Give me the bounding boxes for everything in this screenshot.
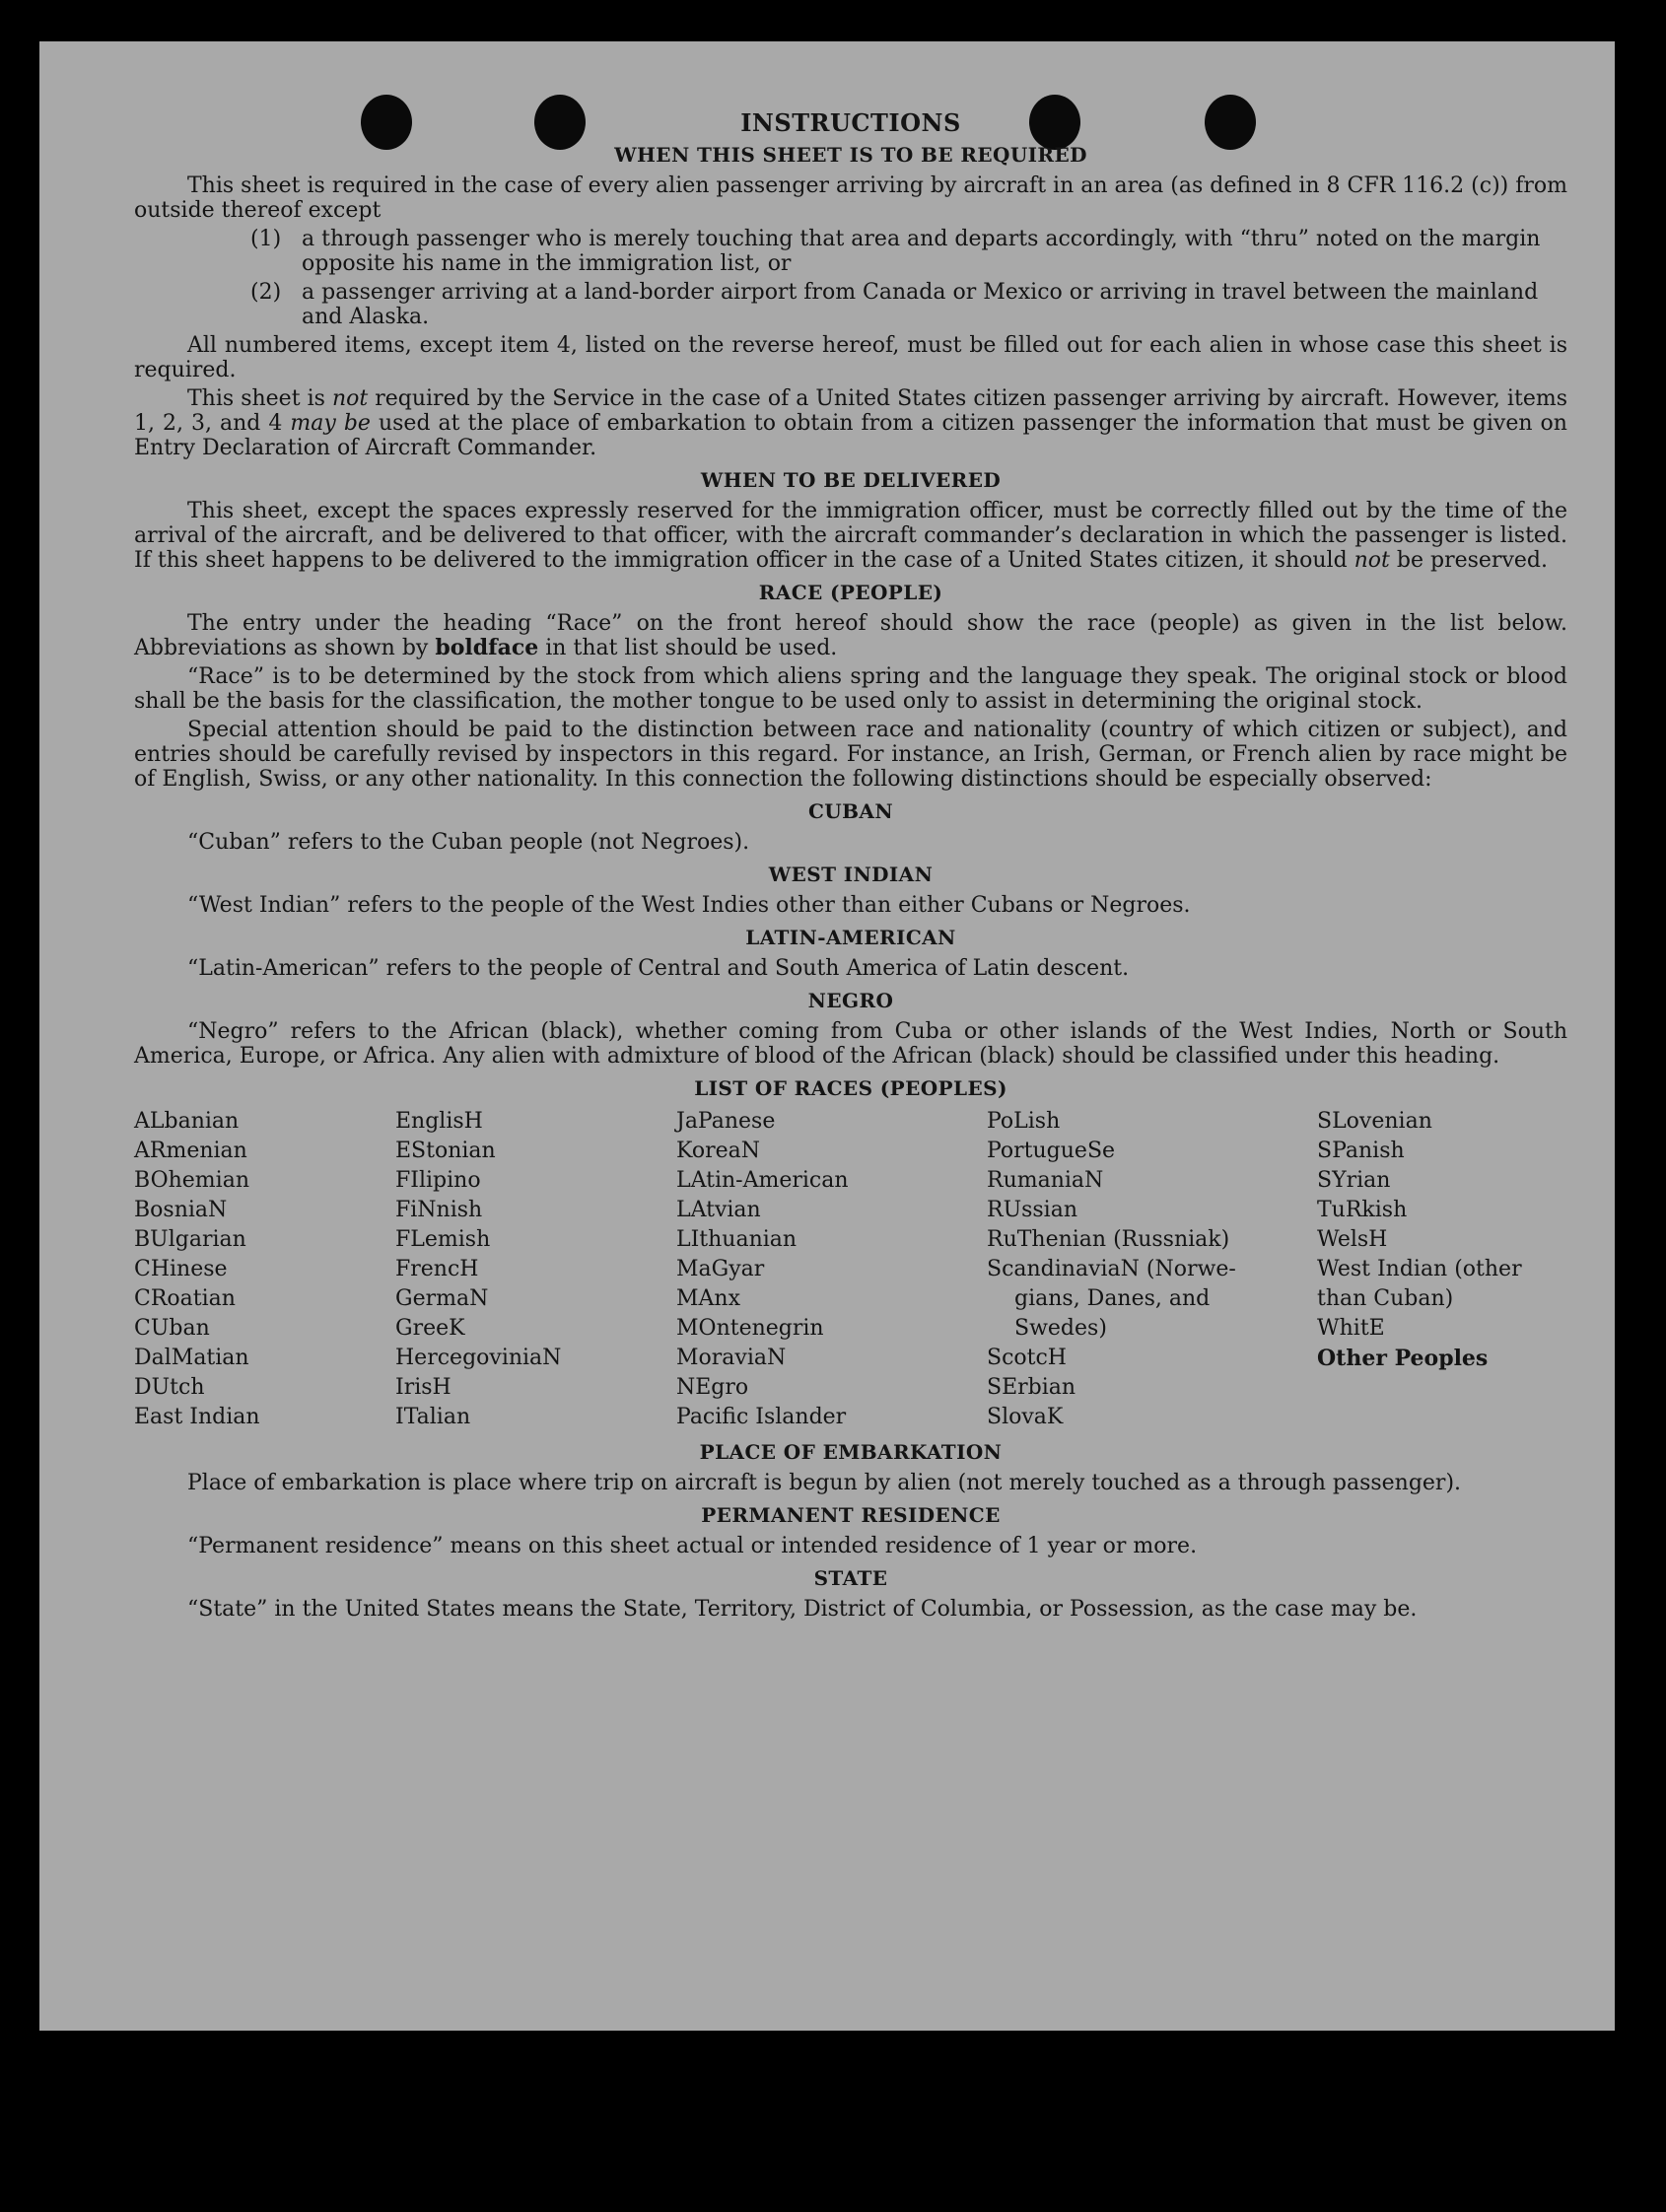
paragraph: “Race” is to be determined by the stock from which aliens spring and the language they speak. The original stock or blood shall be the basis for the classification, the mother tongue to be used only to assist in determining the original stock. bbox=[134, 664, 1567, 714]
race-entry: HercegoviniaN bbox=[395, 1346, 562, 1370]
paragraph: Place of embarkation is place where trip on aircraft is begun by alien (not merely touched as a through passenger). bbox=[187, 1471, 1462, 1495]
race-entry: BOhemian bbox=[134, 1168, 249, 1193]
emphasis: not bbox=[1354, 548, 1390, 573]
race-entry: East Indian bbox=[134, 1405, 260, 1429]
race-entry: CRoatian bbox=[134, 1286, 236, 1311]
race-entry: MOntenegrin bbox=[676, 1316, 824, 1341]
text-run: required by the Service in the case of a United States citizen passenger arriving by aircraft. However, items 1, 2, 3, and 4 bbox=[134, 386, 1567, 436]
emphasis: may be bbox=[290, 411, 371, 436]
race-entry: LAtvian bbox=[676, 1198, 761, 1222]
paragraph bbox=[134, 386, 1567, 460]
section-heading: WEST INDIAN bbox=[768, 863, 934, 886]
section-heading: NEGRO bbox=[807, 989, 894, 1012]
race-entry: SYrian bbox=[1317, 1168, 1391, 1193]
race-entry: SPanish bbox=[1317, 1139, 1405, 1163]
text-run: used at the place of embarkation to obtain from a citizen passenger the information that must be given on Entry Declaration of Aircraft Commander. bbox=[134, 411, 1567, 460]
race-entry: MoraviaN bbox=[676, 1346, 787, 1370]
race-entry: DUtch bbox=[134, 1375, 205, 1400]
text-run: This sheet, except the spaces expressly reserved for the immigration officer, must be correctly filled out by the time of the arrival of the aircraft, and be delivered to that officer, with the aircraft commander’s declaration in which the passenger is listed. If this sheet happens to be delivered to the immigration officer in the case of a United States citizen, it should bbox=[134, 499, 1567, 573]
race-entry: SLovenian bbox=[1317, 1109, 1432, 1134]
section-heading: WHEN TO BE DELIVERED bbox=[700, 468, 1002, 492]
section-heading: LATIN-AMERICAN bbox=[745, 926, 956, 949]
item-number: (2) bbox=[250, 280, 282, 305]
race-entry: RUssian bbox=[987, 1198, 1078, 1222]
races-column bbox=[1317, 1107, 1567, 1432]
text-run: be preserved. bbox=[1389, 548, 1548, 573]
race-entry: MaGyar bbox=[676, 1257, 765, 1281]
section-heading: RACE (PEOPLE) bbox=[758, 581, 943, 604]
paragraph: “State” in the United States means the State, Territory, District of Columbia, or Possession, as the case may be. bbox=[187, 1597, 1418, 1622]
race-entry: West Indian (other bbox=[1317, 1257, 1522, 1281]
paragraph: “West Indian” refers to the people of the West Indies other than either Cubans or Negroes. bbox=[187, 893, 1191, 918]
race-entry: CUban bbox=[134, 1316, 210, 1341]
race-entry: Swedes) bbox=[1014, 1316, 1107, 1341]
race-entry: ITalian bbox=[395, 1405, 471, 1429]
race-entry: LIthuanian bbox=[676, 1227, 798, 1252]
race-entry: ScotcH bbox=[987, 1346, 1067, 1370]
race-entry: KoreaN bbox=[676, 1139, 760, 1163]
race-entry: TuRkish bbox=[1317, 1198, 1408, 1222]
paragraph: This sheet is required in the case of every alien passenger arriving by aircraft in an area (as defined in 8 CFR 116.2 (c)) from outside thereof except bbox=[134, 173, 1567, 223]
bold-text: boldface bbox=[435, 635, 539, 660]
section-heading: PERMANENT RESIDENCE bbox=[701, 1503, 1001, 1527]
paragraph: Special attention should be paid to the distinction between race and nationality (country of which citizen or subject), and entries should be carefully revised by inspectors in this regard. For instance, an Irish, German, or French alien by race might be of English, Swiss, or any other nationality. In this connection the following distinctions should be especially observed: bbox=[134, 718, 1567, 792]
race-entry: MAnx bbox=[676, 1286, 740, 1311]
document-sheet bbox=[39, 41, 1615, 2031]
instructions-content bbox=[134, 110, 1567, 1625]
races-column bbox=[395, 1107, 642, 1432]
paragraph: “Permanent residence” means on this sheet actual or intended residence of 1 year or more. bbox=[187, 1534, 1198, 1558]
race-entry: EStonian bbox=[395, 1139, 496, 1163]
race-entry: FiNnish bbox=[395, 1198, 483, 1222]
race-entry: Other Peoples bbox=[1317, 1346, 1489, 1371]
race-entry: FLemish bbox=[395, 1227, 491, 1252]
race-entry: BosniaN bbox=[134, 1198, 228, 1222]
list-item bbox=[134, 227, 1567, 276]
races-table bbox=[134, 1107, 1567, 1432]
race-entry: PortugueSe bbox=[987, 1139, 1116, 1163]
race-entry: than Cuban) bbox=[1317, 1286, 1454, 1311]
race-entry: BUlgarian bbox=[134, 1227, 246, 1252]
section-heading: WHEN THIS SHEET IS TO BE REQUIRED bbox=[614, 143, 1087, 167]
race-entry: WelsH bbox=[1317, 1227, 1388, 1252]
race-entry: LAtin-American bbox=[676, 1168, 849, 1193]
section-heading: CUBAN bbox=[807, 799, 894, 823]
race-entry: ALbanian bbox=[134, 1109, 240, 1134]
paragraph: All numbered items, except item 4, listed on the reverse hereof, must be filled out for each alien in whose case this sheet is required. bbox=[134, 333, 1567, 382]
text-run: This sheet is bbox=[187, 386, 332, 411]
race-entry: RuThenian (Russniak) bbox=[987, 1227, 1230, 1252]
races-column bbox=[134, 1107, 361, 1432]
races-column bbox=[987, 1107, 1283, 1432]
race-entry: Pacific Islander bbox=[676, 1405, 847, 1429]
race-entry: EnglisH bbox=[395, 1109, 483, 1134]
race-entry: JaPanese bbox=[676, 1109, 776, 1134]
race-entry: NEgro bbox=[676, 1375, 749, 1400]
section-heading: LIST OF RACES (PEOPLES) bbox=[694, 1076, 1007, 1100]
race-entry: ScandinaviaN (Norwe- bbox=[987, 1257, 1236, 1281]
race-entry: gians, Danes, and bbox=[1014, 1286, 1211, 1311]
race-entry: FrencH bbox=[395, 1257, 479, 1281]
emphasis: not bbox=[331, 386, 369, 411]
exception-list bbox=[134, 227, 1567, 329]
paragraph: “Cuban” refers to the Cuban people (not Negroes). bbox=[187, 830, 750, 855]
page-title: INSTRUCTIONS bbox=[740, 108, 961, 137]
race-entry: SErbian bbox=[987, 1375, 1076, 1400]
paragraph: “Negro” refers to the African (black), whether coming from Cuba or other islands of the West Indies, North or South America, Europe, or Africa. Any alien with admixture of blood of the African (black) should be classified under this heading. bbox=[134, 1019, 1567, 1069]
section-heading: PLACE OF EMBARKATION bbox=[699, 1440, 1003, 1464]
races-column bbox=[676, 1107, 952, 1432]
list-item bbox=[134, 280, 1567, 329]
item-text: a through passenger who is merely touching that area and departs accordingly, with “thru” noted on the margin opposite his name in the immigration list, or bbox=[302, 227, 1541, 276]
section-heading: STATE bbox=[813, 1566, 888, 1590]
race-entry: RumaniaN bbox=[987, 1168, 1104, 1193]
race-entry: DalMatian bbox=[134, 1346, 249, 1370]
race-entry: FIlipino bbox=[395, 1168, 481, 1193]
paragraph bbox=[134, 611, 1567, 660]
race-entry: GermaN bbox=[395, 1286, 489, 1311]
race-entry: IrisH bbox=[395, 1375, 451, 1400]
paragraph bbox=[134, 499, 1567, 573]
text-run: in that list should be used. bbox=[538, 636, 838, 660]
race-entry: CHinese bbox=[134, 1257, 228, 1281]
item-text: a passenger arriving at a land-border airport from Canada or Mexico or arriving in travel between the mainland and Alaska. bbox=[302, 280, 1539, 329]
text-run: The entry under the heading “Race” on the front hereof should show the race (people) as given in the list below. Abbreviations as shown by bbox=[134, 611, 1567, 660]
item-number: (1) bbox=[250, 227, 282, 251]
race-entry: PoLish bbox=[987, 1109, 1061, 1134]
paragraph: “Latin-American” refers to the people of Central and South America of Latin descent. bbox=[187, 956, 1130, 981]
race-entry: GreeK bbox=[395, 1316, 465, 1341]
race-entry: WhitE bbox=[1317, 1316, 1385, 1341]
race-entry: SlovaK bbox=[987, 1405, 1064, 1429]
race-entry: ARmenian bbox=[134, 1139, 247, 1163]
